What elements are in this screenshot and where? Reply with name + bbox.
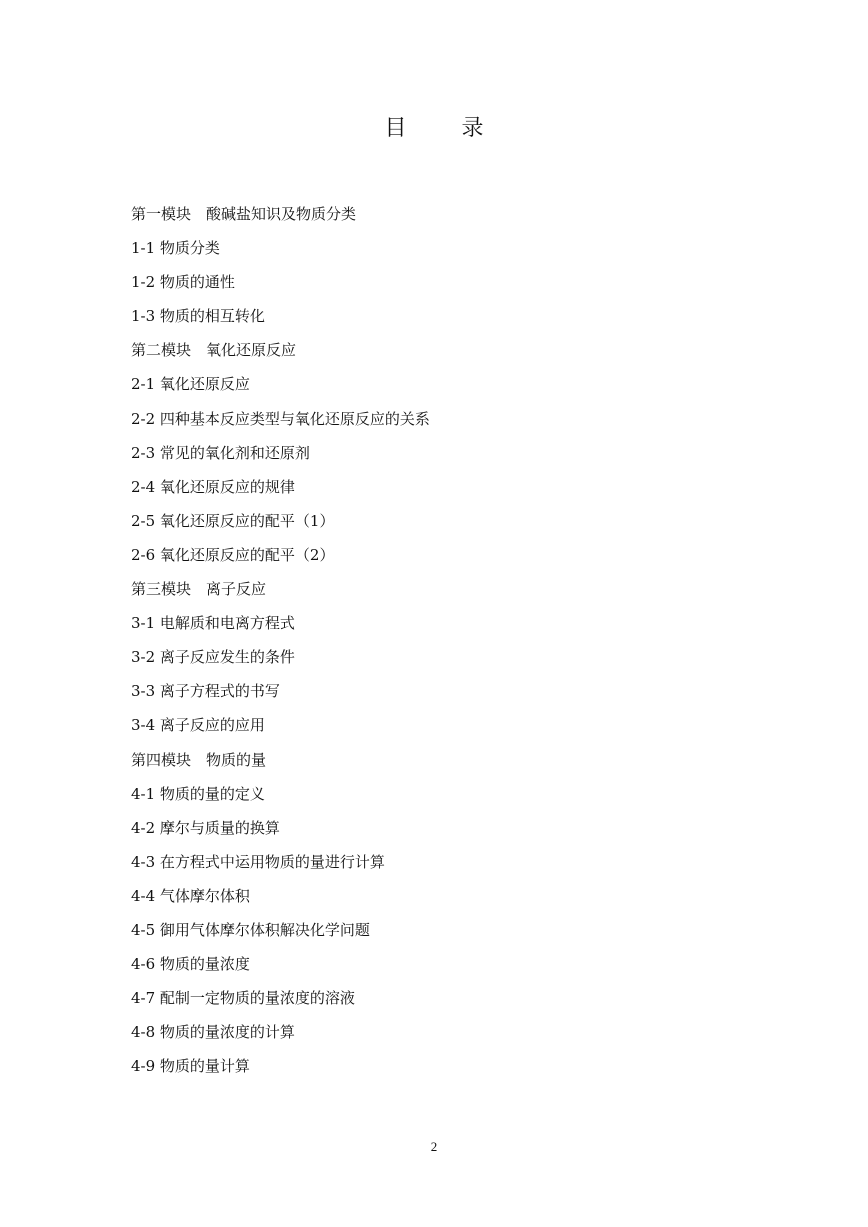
toc-entry: 1-2 物质的通性 bbox=[131, 273, 235, 292]
toc-entry: 4-2 摩尔与质量的换算 bbox=[131, 818, 280, 837]
toc-entry: 4-8 物质的量浓度的计算 bbox=[131, 1023, 295, 1042]
toc-entry: 1-3 物质的相互转化 bbox=[131, 307, 265, 326]
table-of-contents bbox=[131, 199, 430, 1085]
toc-entry: 4-1 物质的量的定义 bbox=[131, 784, 265, 803]
toc-entry: 2-5 氧化还原反应的配平（1） bbox=[131, 511, 335, 530]
page-number: 2 bbox=[430, 1139, 438, 1154]
toc-entry: 4-9 物质的量计算 bbox=[131, 1057, 250, 1076]
toc-entry: 4-5 御用气体摩尔体积解决化学问题 bbox=[131, 920, 370, 939]
toc-entry: 4-4 气体摩尔体积 bbox=[131, 886, 250, 905]
toc-entry: 2-3 常见的氧化剂和还原剂 bbox=[131, 443, 310, 462]
toc-entry: 3-3 离子方程式的书写 bbox=[131, 682, 280, 701]
toc-entry: 4-3 在方程式中运用物质的量进行计算 bbox=[131, 852, 385, 871]
toc-entry: 2-1 氧化还原反应 bbox=[131, 375, 250, 394]
toc-module-heading: 第二模块 氧化还原反应 bbox=[131, 341, 297, 360]
toc-entry: 4-7 配制一定物质的量浓度的溶液 bbox=[131, 989, 355, 1008]
toc-entry: 2-6 氧化还原反应的配平（2） bbox=[131, 545, 335, 564]
toc-entry: 2-4 氧化还原反应的规律 bbox=[131, 477, 295, 496]
toc-module-heading: 第三模块 离子反应 bbox=[131, 580, 267, 599]
toc-module-heading: 第四模块 物质的量 bbox=[131, 750, 267, 769]
toc-entry: 3-2 离子反应发生的条件 bbox=[131, 648, 295, 667]
toc-module-heading: 第一模块 酸碱盐知识及物质分类 bbox=[131, 205, 357, 223]
toc-entry: 3-4 离子反应的应用 bbox=[131, 716, 265, 735]
page-title: 目 录 bbox=[384, 116, 508, 141]
toc-entry: 2-2 四种基本反应类型与氧化还原反应的关系 bbox=[131, 409, 430, 428]
toc-entry: 1-1 物质分类 bbox=[131, 239, 220, 258]
toc-entry: 4-6 物质的量浓度 bbox=[131, 955, 250, 974]
toc-entry: 3-1 电解质和电离方程式 bbox=[131, 614, 295, 633]
